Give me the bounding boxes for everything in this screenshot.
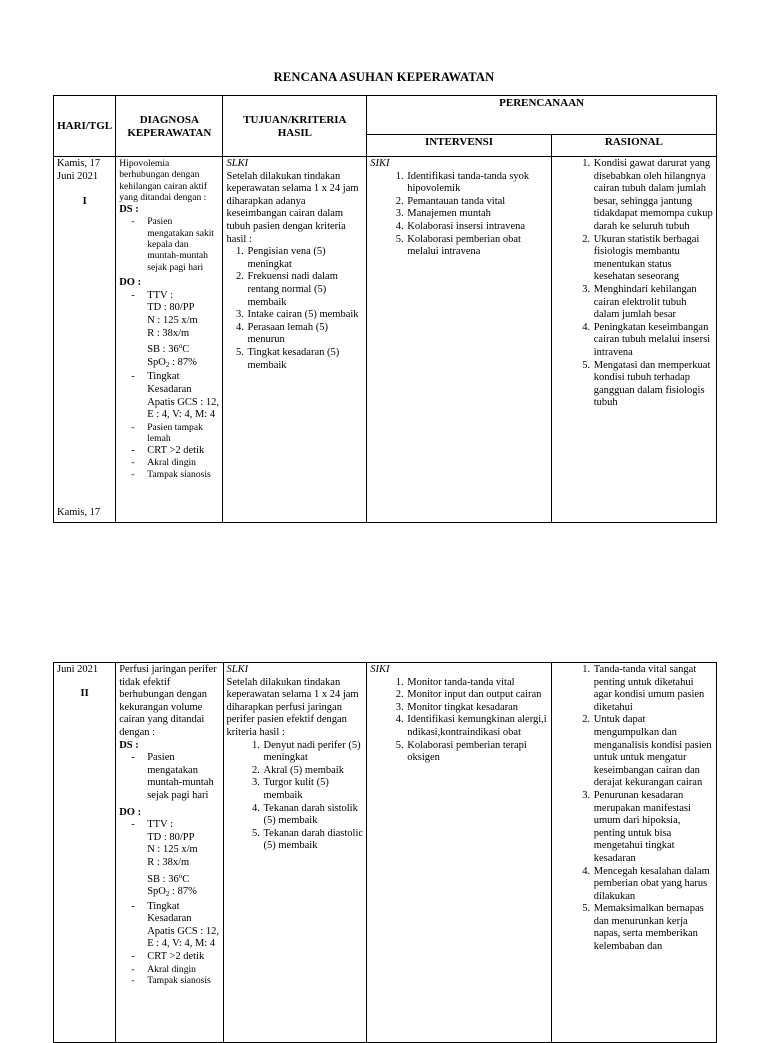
tujuan-intro: Setelah dilakukan tindakan keperawatan selama 1 x 24 jam diharapkan perfusi jaringan perifer pasien efektif dengan kriteria hasil : — [226, 676, 359, 738]
siki-label: SIKI — [370, 664, 390, 675]
kriteria-list — [226, 246, 363, 372]
list-item: 3. Menghindari kehilangan cairan elektrolit tubuh dalam jumlah besar — [593, 284, 713, 322]
list-item: 1. Denyut nadi perifer (5) meningkat — [263, 740, 364, 765]
ds-label: DS : — [119, 203, 139, 215]
header-rasional: RASIONAL — [551, 135, 716, 157]
diagnosis-cell — [116, 663, 223, 1043]
rasional-list — [555, 158, 713, 410]
ds-label: DS : — [119, 739, 139, 751]
list-item: - CRT >2 detik — [147, 445, 219, 458]
header-intervensi: INTERVENSI — [367, 135, 552, 157]
vitals-label: - TTV : — [147, 819, 173, 831]
entry-number: II — [80, 687, 89, 699]
list-item: 1. Identifikasi tanda-tanda syok hipovolemik — [406, 171, 548, 196]
vitals-n: N : 125 x/m — [147, 844, 198, 856]
list-item: 5. Kolaborasi pemberian obat melalui intravena — [406, 234, 548, 259]
vitals-spo2-value: : 87% — [172, 886, 197, 898]
do-label: DO : — [119, 277, 142, 289]
tujuan-cell — [223, 663, 367, 1043]
vitals-sb-value: SB : 36 — [147, 873, 179, 885]
diagnosis-intro: Perfusi jaringan perifer tidak efektif berhubungan dengan kekurangan volume cairan yang ditandai dengan : — [119, 664, 217, 738]
vitals-td: TD : 80/PP — [147, 302, 195, 314]
list-item: - Tampak sianosis — [147, 975, 219, 986]
document-title: RENCANA ASUHAN KEPERAWATAN — [273, 70, 495, 84]
rasional-cell — [551, 157, 716, 523]
list-item: 3. Monitor tingkat kesadaran — [406, 702, 548, 715]
header-perencanaan: PERENCANAAN — [367, 96, 717, 135]
subscript-2: 2 — [165, 890, 170, 899]
list-item: - Pasien mengatakan muntah-muntah sejak pagi hari — [147, 752, 219, 802]
list-item: 3. Penurunan kesadaran merupakan manifestasi umum dari hipoksia, penting untuk bisa mengetahui tingkat kesadaran — [593, 790, 713, 866]
list-item: 1. Tanda-tanda vital sangat penting untuk diketahui agar kondisi umum pasien diketahui — [593, 664, 713, 714]
list-item: 4. Kolaborasi insersi intravena — [406, 221, 548, 234]
list-item: 4. Peningkatan keseimbangan cairan tubuh melalui insersi intravena — [593, 322, 713, 360]
tujuan-intro: Setelah dilakukan tindakan keperawatan selama 1 x 24 jam diharapkan adanya keseimbangan cairan dalam tubuh pasien dengan kriteria hasil : — [226, 170, 359, 245]
do-label: DO : — [119, 806, 142, 818]
tujuan-cell — [223, 157, 367, 523]
intervensi-list — [370, 677, 548, 765]
list-item: 5. Kolaborasi pemberian terapi oksigen — [406, 740, 548, 765]
list-item: - Tingkat Kesadaran Apatis GCS : 12, E : 4, V: 4, M: 4 — [147, 901, 219, 951]
intervensi-cell — [367, 663, 552, 1043]
do-list — [119, 819, 219, 986]
list-item: 2. Untuk dapat mengumpulkan dan menganalisis kondisi pasien untuk untuk mengatur keseimbangan cairan dan derajat kekurangan cairan — [593, 714, 713, 790]
header-diagnosa: DIAGNOSA KEPERAWATAN — [116, 96, 223, 157]
degree-sign: o — [178, 342, 183, 351]
list-item: 1. Monitor tanda-tanda vital — [406, 677, 548, 690]
rasional-cell — [551, 663, 716, 1043]
list-item: 2. Pemantauan tanda vital — [406, 196, 548, 209]
rasional-list — [555, 664, 713, 954]
list-item: 3. Manajemen muntah — [406, 208, 548, 221]
ds-list — [119, 752, 219, 802]
list-item: 5. Tekanan darah diastolic (5) membaik — [263, 828, 364, 853]
date-cell — [54, 157, 116, 523]
list-item: 3. Intake cairan (5) membaik — [246, 309, 363, 322]
list-item: 2. Ukuran statistik berbagai fisiologis membantu menentukan status kesehatan seseorang — [593, 234, 713, 284]
slki-label: SLKI — [226, 664, 249, 675]
list-item: 3. Turgor kulit (5) membaik — [263, 777, 364, 802]
ds-list — [119, 216, 219, 273]
vitals-item — [147, 819, 219, 901]
vitals-spo2-label: SpO — [147, 886, 166, 898]
vitals-spo2 — [147, 886, 219, 901]
vitals-spo2 — [147, 357, 219, 372]
diagnosis-intro: Hipovolemia berhubungan dengan kehilangan cairan aktif yang ditandai dengan : — [119, 158, 208, 204]
vitals-sb-value: SB : 36 — [147, 344, 179, 356]
vitals-sb — [147, 870, 219, 887]
list-item: 2. Monitor input dan output cairan — [406, 689, 548, 702]
vitals-sb — [147, 340, 219, 357]
siki-label: SIKI — [370, 158, 390, 169]
vitals-sb-unit: C — [182, 873, 190, 885]
list-item: - CRT >2 detik — [147, 951, 219, 964]
care-plan-table-1 — [53, 95, 717, 523]
diagnosis-cell — [116, 157, 223, 523]
list-item: 2. Akral (5) membaik — [263, 765, 364, 778]
vitals-sb-unit: C — [182, 344, 190, 356]
list-item: 4. Identifikasi kemungkinan alergi,indikasi,kontraindikasi obat — [406, 714, 548, 739]
care-plan-table-2 — [53, 662, 717, 1043]
list-item: 4. Tekanan darah sistolik (5) membaik — [263, 803, 364, 828]
date-cell — [54, 663, 116, 1043]
list-item: - Pasien tampak lemah — [147, 422, 219, 445]
list-item: 5. Mengatasi dan memperkuat kondisi tubuh terhadap gangguan dalam fisiologis tubuh — [593, 360, 713, 410]
degree-sign: o — [178, 871, 183, 880]
subscript-2: 2 — [165, 360, 170, 369]
next-entry-date: Kamis, 17 — [57, 507, 101, 519]
list-item: 2. Frekuensi nadi dalam rentang normal (5) membaik — [246, 271, 363, 309]
list-item: 4. Mencegah kesalahan dalam pemberian obat yang harus dilakukan — [593, 866, 713, 904]
entry-date: Kamis, 17 Juni 2021 — [57, 158, 101, 182]
vitals-spo2-label: SpO — [147, 356, 166, 368]
entry-date: Juni 2021 — [57, 664, 99, 675]
list-item: - Tingkat Kesadaran Apatis GCS : 12, E : 4, V: 4, M: 4 — [147, 371, 219, 421]
care-plan-row-1 — [54, 157, 717, 523]
list-item: 1. Pengisian vena (5) meningkat — [246, 246, 363, 271]
vitals-spo2-value: : 87% — [172, 356, 197, 368]
intervensi-cell — [367, 157, 552, 523]
care-plan-row-2 — [54, 663, 717, 1043]
list-item: - Tampak sianosis — [147, 469, 219, 480]
vitals-r: R : 38x/m — [147, 327, 190, 339]
list-item: 4. Perasaan lemah (5) menurun — [246, 322, 363, 347]
kriteria-list — [227, 740, 364, 853]
list-item: - Akral dingin — [147, 457, 219, 468]
vitals-td: TD : 80/PP — [147, 831, 195, 843]
intervensi-list — [370, 171, 548, 259]
do-list — [119, 290, 219, 480]
header-tujuan: TUJUAN/KRITERIA HASIL — [223, 96, 367, 157]
list-item: 5. Tingkat kesadaran (5) membaik — [246, 347, 363, 372]
vitals-n: N : 125 x/m — [147, 315, 198, 327]
list-item: 1. Kondisi gawat darurat yang disebabkan oleh hilangnya cairan tubuh dalam jumlah besar, sehingga jantung tidakdapat memompa cukup darah ke seluruh tubuh — [593, 158, 713, 234]
list-item: 5. Memaksimalkan bernapas dan menurunkan kerja napas, serta memberikan kelembaban dan — [593, 903, 713, 953]
vitals-label: - TTV : — [147, 289, 173, 301]
list-item: - Akral dingin — [147, 964, 219, 975]
entry-number: I — [82, 196, 87, 208]
header-hari-tgl: HARI/TGL — [54, 96, 116, 157]
list-item: - Pasien mengatakan sakit kepala dan muntah-muntah sejak pagi hari — [147, 216, 219, 273]
slki-label: SLKI — [226, 158, 249, 169]
vitals-item — [147, 290, 219, 372]
vitals-r: R : 38x/m — [147, 856, 190, 868]
